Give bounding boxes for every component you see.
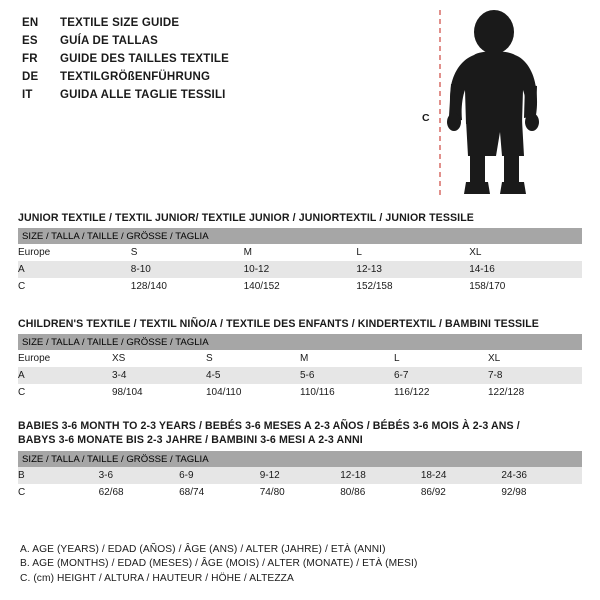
legend-line-c: C. (cm) HEIGHT / ALTURA / HAUTEUR / HÖHE / ALTEZZA [20, 572, 294, 584]
table-row [18, 334, 582, 350]
row-label-europe: Europe [18, 350, 112, 367]
cell-value: 9-12 [260, 467, 341, 484]
table-row [18, 367, 582, 384]
language-code-fr: FR [22, 53, 38, 65]
table-row [18, 228, 582, 244]
row-label-europe: Europe [18, 244, 131, 261]
cell-value: 10-12 [244, 261, 357, 278]
size-band-label-babies: SIZE / TALLA / TAILLE / GRÖSSE / TAGLIA [18, 451, 582, 467]
table-row [18, 278, 582, 295]
cell-value: 128/140 [131, 278, 244, 295]
cell-value: 104/110 [206, 384, 300, 401]
child-silhouette-figure [422, 6, 582, 201]
section-babies-textile [18, 420, 582, 501]
table-row [18, 244, 582, 261]
cell-value: 8-10 [131, 261, 244, 278]
language-code-de: DE [22, 71, 39, 83]
cell-value: 62/68 [99, 484, 180, 501]
cell-value: 86/92 [421, 484, 502, 501]
cell-value: 122/128 [488, 384, 582, 401]
guide-title-es: GUÍA DE TALLAS [60, 35, 158, 47]
section-title-junior: JUNIOR TEXTILE / TEXTIL JUNIOR/ TEXTILE JUNIOR / JUNIORTEXTIL / JUNIOR TESSILE [18, 212, 474, 224]
header-row-es [22, 32, 422, 50]
cell-value: 4-5 [206, 367, 300, 384]
cell-value: 68/74 [179, 484, 260, 501]
child-body-shape [447, 10, 539, 194]
size-band-label-children: SIZE / TALLA / TAILLE / GRÖSSE / TAGLIA [18, 334, 582, 350]
row-label-a: A [18, 367, 112, 384]
cell-value: XS [112, 350, 206, 367]
cell-value: 12-13 [356, 261, 469, 278]
header-row-en [22, 14, 422, 32]
cell-value: 98/104 [112, 384, 206, 401]
section-title-babies-line1: BABIES 3-6 MONTH TO 2-3 YEARS / BEBÉS 3-6 MESES A 2-3 AÑOS / BÉBÉS 3-6 MOIS À 2-3 ANS / [18, 420, 520, 432]
header-language-titles [22, 14, 422, 104]
cell-value: M [244, 244, 357, 261]
table-children-sizes [18, 334, 582, 401]
legend-line-a: A. AGE (YEARS) / EDAD (AÑOS) / ÂGE (ANS) / ALTER (JAHRE) / ETÀ (ANNI) [20, 543, 386, 555]
cell-value: 7-8 [488, 367, 582, 384]
cell-value: 5-6 [300, 367, 394, 384]
row-label-c: C [18, 384, 112, 401]
cell-value: 3-6 [99, 467, 180, 484]
table-row [18, 384, 582, 401]
cell-value: 12-18 [340, 467, 421, 484]
table-row [18, 484, 582, 501]
cell-value: 14-16 [469, 261, 582, 278]
cell-value: 18-24 [421, 467, 502, 484]
cell-value: M [300, 350, 394, 367]
header-row-de [22, 68, 422, 86]
cell-value: L [394, 350, 488, 367]
cell-value: S [206, 350, 300, 367]
section-title-babies-line2: BABYS 3-6 MONATE BIS 2-3 JAHRE / BAMBINI 3-6 MESI A 2-3 ANNI [18, 433, 363, 446]
cell-value: 140/152 [244, 278, 357, 295]
cell-value: 92/98 [501, 484, 582, 501]
legend-notes [20, 543, 580, 587]
cell-value: XL [488, 350, 582, 367]
cell-value: XL [469, 244, 582, 261]
cell-value: 6-7 [394, 367, 488, 384]
table-junior-sizes [18, 228, 582, 295]
language-code-es: ES [22, 35, 38, 47]
section-junior-textile [18, 212, 582, 295]
row-label-b: B [18, 467, 99, 484]
header-row-fr [22, 50, 422, 68]
legend-line-b: B. AGE (MONTHS) / EDAD (MESES) / ÂGE (MOIS) / ALTER (MONATE) / ETÀ (MESI) [20, 558, 418, 569]
table-row [18, 467, 582, 484]
guide-title-fr: GUIDE DES TAILLES TEXTILE [60, 53, 229, 65]
section-title-children: CHILDREN'S TEXTILE / TEXTIL NIÑO/A / TEXTILE DES ENFANTS / KINDERTEXTIL / BAMBINI TESSILE [18, 318, 539, 330]
cell-value: 158/170 [469, 278, 582, 295]
table-row [18, 261, 582, 278]
row-label-a: A [18, 261, 131, 278]
row-label-c: C [18, 278, 131, 295]
silhouette-icon [422, 6, 582, 201]
cell-value: 116/122 [394, 384, 488, 401]
cell-value: S [131, 244, 244, 261]
size-band-label-junior: SIZE / TALLA / TAILLE / GRÖSSE / TAGLIA [18, 228, 582, 244]
guide-title-en: TEXTILE SIZE GUIDE [60, 17, 180, 29]
row-label-c: C [18, 484, 99, 501]
section-childrens-textile [18, 318, 582, 401]
measure-label-c: C [422, 112, 430, 124]
section-title-babies [18, 420, 582, 447]
cell-value: 74/80 [260, 484, 341, 501]
cell-value: 80/86 [340, 484, 421, 501]
cell-value: 152/158 [356, 278, 469, 295]
cell-value: 110/116 [300, 384, 394, 401]
language-code-it: IT [22, 89, 33, 101]
table-babies-sizes [18, 451, 582, 501]
cell-value: 6-9 [179, 467, 260, 484]
table-row [18, 350, 582, 367]
language-code-en: EN [22, 17, 39, 29]
cell-value: 3-4 [112, 367, 206, 384]
guide-title-de: TEXTILGRÖßENFÜHRUNG [60, 71, 211, 83]
cell-value: L [356, 244, 469, 261]
cell-value: 24-36 [501, 467, 582, 484]
guide-title-it: GUIDA ALLE TAGLIE TESSILI [60, 89, 226, 101]
table-row [18, 451, 582, 467]
header-row-it [22, 86, 422, 104]
